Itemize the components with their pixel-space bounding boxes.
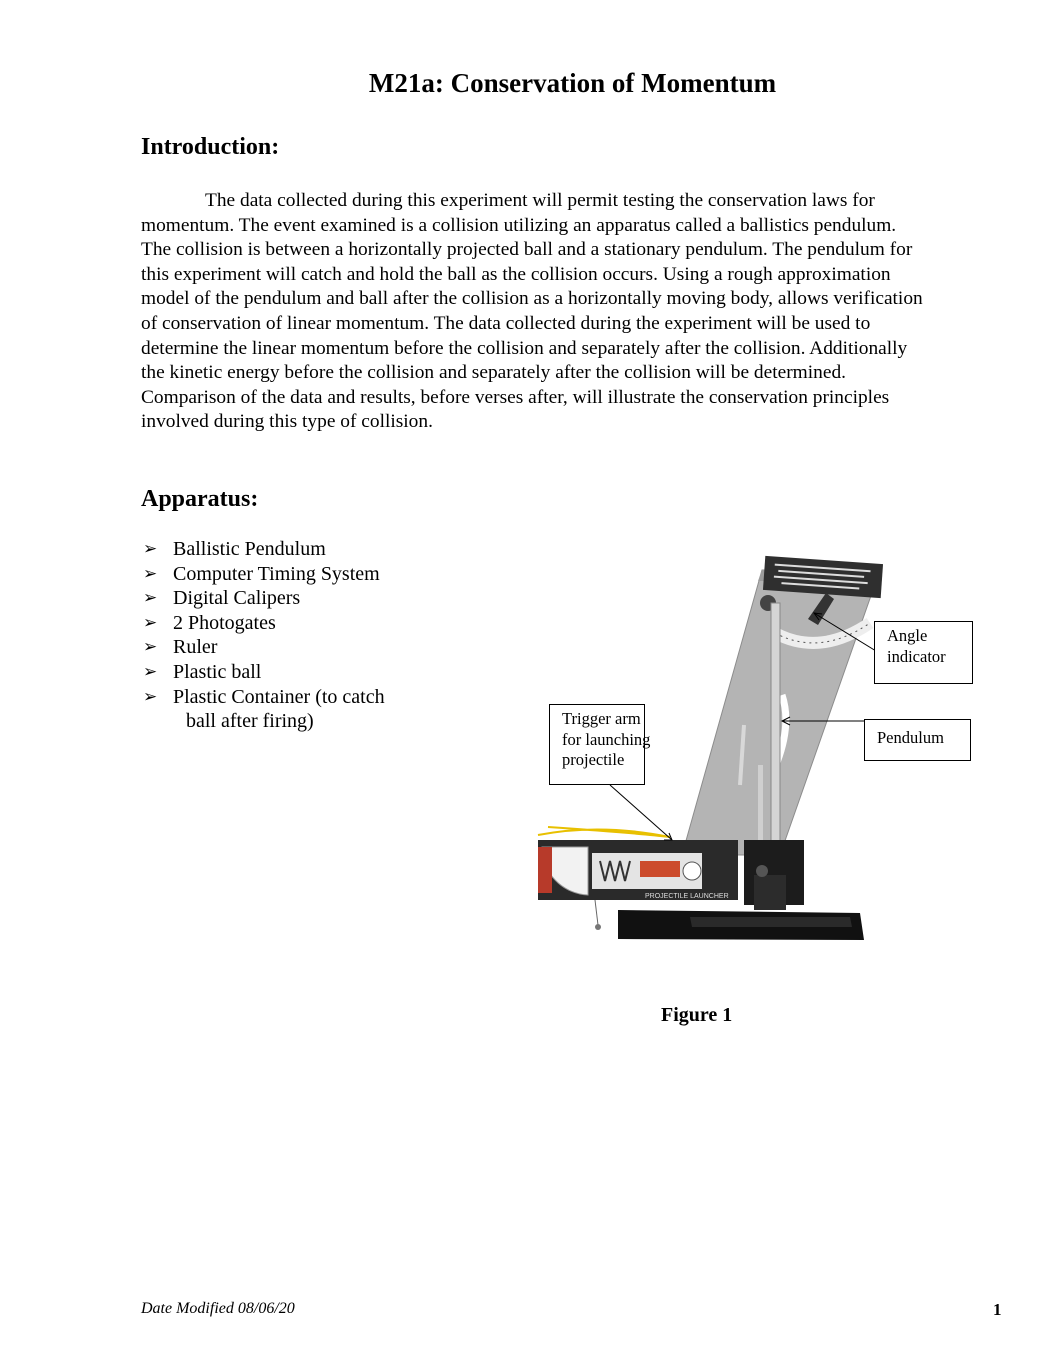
pendulum-rod — [771, 603, 780, 853]
intro-line: this experiment will catch and hold the ball as the collision occurs. Using a rough approximation — [141, 263, 891, 285]
list-item — [141, 562, 385, 587]
list-item — [141, 685, 385, 734]
list-item — [141, 611, 385, 636]
list-item-label: 2 Photogates — [173, 611, 276, 634]
intro-line: momentum. The event examined is a collision utilizing an apparatus called a ballistics pendulum. — [141, 214, 897, 236]
arrowhead-bullet-icon: ➢ — [143, 661, 158, 682]
list-item-label: Digital Calipers — [173, 587, 301, 610]
callout-line: for launching — [562, 729, 651, 749]
page-title: M21a: Conservation of Momentum — [368, 68, 777, 98]
callout-angle-indicator — [874, 621, 973, 684]
arrowhead-bullet-icon: ➢ — [143, 637, 158, 658]
intro-line: determine the linear momentum before the collision and separately after the collision. Additionally — [141, 337, 908, 359]
footer-date: Date Modified 08/06/20 — [141, 1300, 295, 1317]
callout-line: Angle — [887, 626, 928, 645]
apparatus-heading: Apparatus: — [141, 486, 259, 512]
arrowhead-bullet-icon: ➢ — [143, 588, 158, 609]
list-item-label: Plastic Container (to catch — [173, 685, 385, 708]
introduction-heading: Introduction: — [141, 134, 280, 160]
arrowhead-bullet-icon: ➢ — [143, 612, 158, 633]
list-item-label: Ruler — [173, 636, 218, 659]
introduction-paragraph — [141, 189, 1009, 435]
intro-line: The data collected during this experiment will permit testing the conservation laws for — [205, 190, 875, 211]
list-item — [141, 635, 385, 660]
list-item-label: Ballistic Pendulum — [173, 538, 326, 560]
callout-line: Pendulum — [877, 728, 944, 747]
figure-caption: Figure 1 — [661, 1004, 733, 1026]
trigger-cord — [538, 827, 670, 837]
callout-line: indicator — [887, 646, 946, 666]
list-item-label: Computer Timing System — [173, 562, 380, 585]
intro-line: model of the pendulum and ball after the collision as a horizontally moving body, allows verification — [141, 288, 923, 310]
list-item-continuation: ball after firing) — [186, 710, 314, 733]
list-item — [141, 586, 385, 611]
list-item-label: Plastic ball — [173, 660, 262, 683]
intro-line: the kinetic energy before the collision and separately after the collision will be determined. — [141, 362, 846, 384]
support-plate — [682, 570, 880, 855]
intro-line: of conservation of linear momentum. The data collected during the experiment will be used to — [141, 312, 871, 334]
arrowhead-bullet-icon: ➢ — [143, 539, 158, 559]
apparatus-list — [141, 537, 385, 734]
callout-trigger-arm — [549, 704, 651, 785]
intro-line: involved during this type of collision. — [141, 411, 433, 433]
page-number: 1 — [993, 1300, 1002, 1319]
callout-line: Trigger arm — [562, 709, 641, 728]
callout-line: projectile — [562, 750, 625, 769]
callout-pendulum — [864, 719, 971, 761]
intro-line: Comparison of the data and results, before verses after, will illustrate the conservation principles — [141, 386, 890, 408]
arrowhead-bullet-icon: ➢ — [143, 563, 158, 584]
list-item — [141, 660, 385, 685]
list-item — [141, 537, 385, 562]
arrowhead-bullet-icon: ➢ — [143, 686, 158, 707]
launcher-label: PROJECTILE LAUNCHER — [645, 893, 729, 900]
intro-line: The collision is between a horizontally projected ball and a stationary pendulum. The pendulum for — [141, 239, 913, 261]
